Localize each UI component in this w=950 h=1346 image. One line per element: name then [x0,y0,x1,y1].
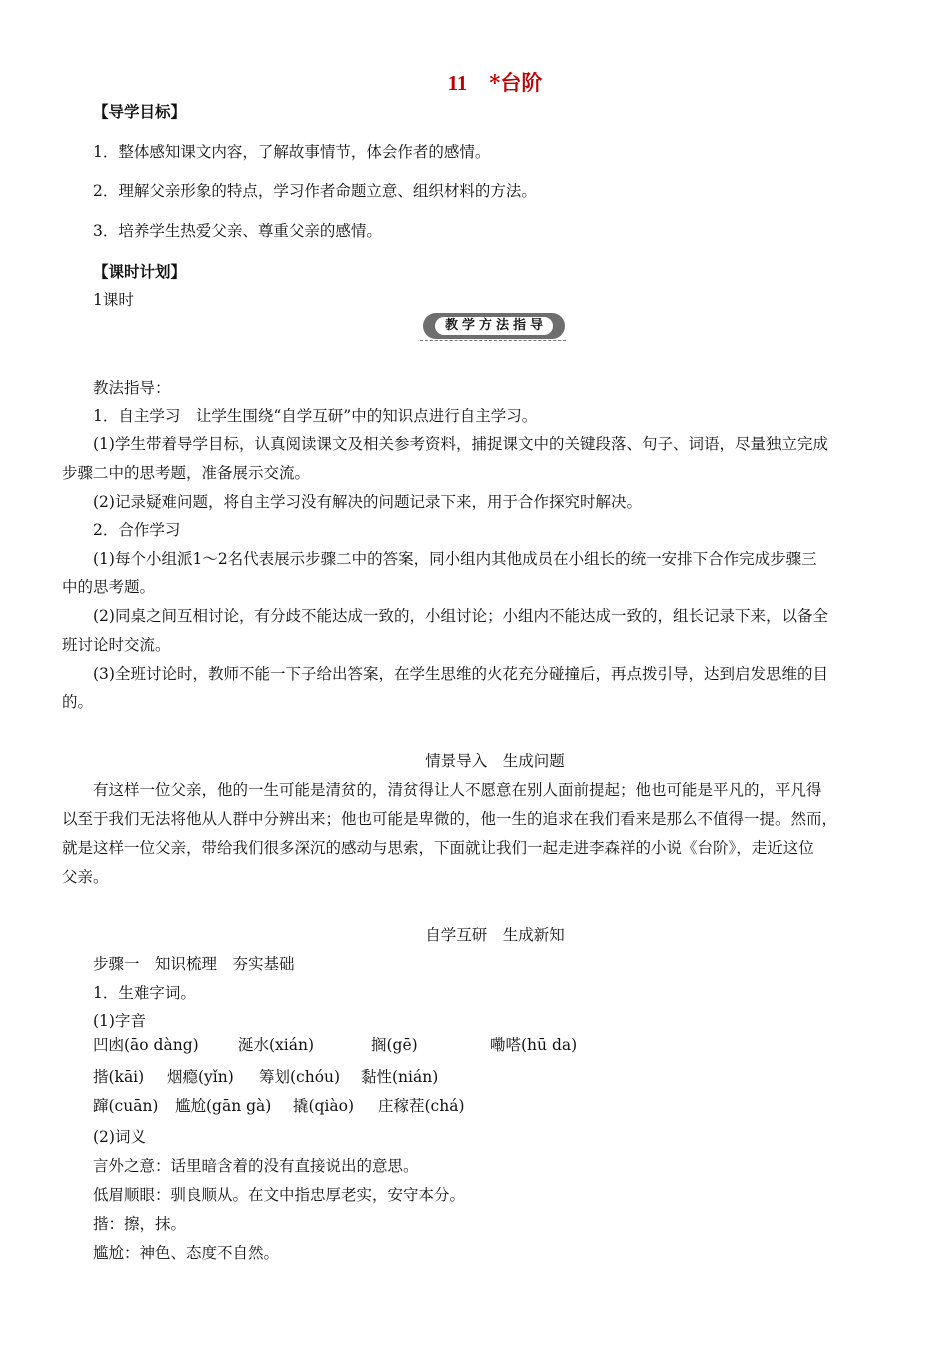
pronunciation-entry: 凹凼(āo dàng) [93,1036,199,1054]
step-one-heading: 步骤一 知识梳理 夯实基础 [93,955,295,973]
method-heading: 教法指导： [93,379,171,397]
pronunciation-entry: 黏性(nián) [361,1068,439,1086]
lesson-number: 11 [447,71,468,95]
method-line: (2)记录疑难问题，将自主学习没有解决的问题记录下来，用于合作探究时解决。 [93,493,642,511]
pronunciation-entry: 搁(gē) [371,1036,418,1054]
guide-goals-heading: 【导学目标】 [93,102,187,121]
method-line: 的。 [62,693,94,711]
pronunciation-entry: 涎水(xián) [238,1036,315,1054]
pronunciation-entry: 尴尬(gān gà) [175,1097,272,1115]
pronunciation-entry: 筹划(chóu) [259,1068,341,1086]
badge-divider [420,340,566,341]
guide-goal-item: 2．理解父亲形象的特点，学习作者命题立意、组织材料的方法。 [93,182,537,200]
meaning-entry: 言外之意：话里暗含着的没有直接说出的意思。 [93,1157,419,1175]
intro-line: 以至于我们无法将他从人群中分辨出来；他也可能是卑微的，他一生的追求在我们看来是那么不值得一提。然而， [62,810,838,828]
meaning-entry: 揩：擦，抹。 [93,1215,187,1233]
method-line: (2)同桌之间互相讨论，有分歧不能达成一致的，小组讨论；小组内不能达成一致的，组长记录下来，以备全 [93,607,828,625]
lesson-plan-heading: 【课时计划】 [93,262,187,281]
intro-line: 父亲。 [62,868,109,886]
pronunciation-entry: 蹿(cuān) [93,1097,159,1115]
pronunciation-entry: 庄稼茬(chá) [378,1097,465,1115]
intro-line: 有这样一位父亲，他的一生可能是清贫的，清贫得让人不愿意在别人面前提起；他也可能是平凡的，平凡得 [93,781,822,799]
method-line: 2．合作学习 [93,521,181,539]
vocab-item: 1．生难字词。 [93,984,196,1002]
pronunciation-entry: 烟瘾(yǐn) [167,1068,234,1086]
intro-line: 就是这样一位父亲，带给我们很多深沉的感动与思索，下面就让我们一起走进李森祥的小说《台阶》，走近这位 [62,839,814,857]
lesson-plan-value: 1课时 [93,291,134,309]
meaning-entry: 尴尬：神色、态度不自然。 [93,1244,280,1262]
pronunciation-entry: 撬(qiào) [293,1097,355,1115]
method-line: (1)学生带着导学目标，认真阅读课文及相关参考资料，捕捉课文中的关键段落、句子、词语，尽量独立完成 [93,435,828,453]
method-line: 中的思考题。 [62,578,156,596]
meaning-entry: 低眉顺眼：驯良顺从。在文中指忠厚老实，安守本分。 [93,1186,466,1204]
teaching-method-badge-label: 教学方法指导 [435,317,553,335]
guide-goal-item: 3．培养学生热爱父亲、尊重父亲的感情。 [93,222,382,240]
pronunciation-heading: (1)字音 [93,1012,146,1030]
intro-heading: 情景导入 生成问题 [425,752,565,770]
method-line: 班讨论时交流。 [62,636,171,654]
method-line: (3)全班讨论时，教师不能一下子给出答案，在学生思维的火花充分碰撞后，再点拨引导，达到启发思维的目 [93,665,828,683]
method-line: (1)每个小组派1～2名代表展示步骤二中的答案，同小组内其他成员在小组长的统一安排下合作完成步骤三 [93,550,817,568]
guide-goal-item: 1．整体感知课文内容，了解故事情节，体会作者的感情。 [93,143,491,161]
pronunciation-entry: 嘞嗒(hū da) [490,1036,578,1054]
lesson-title [0,70,950,96]
self-study-heading: 自学互研 生成新知 [425,926,565,944]
method-line: 步骤二中的思考题，准备展示交流。 [62,464,311,482]
method-line: 1．自主学习 让学生围绕“自学互研”中的知识点进行自主学习。 [93,407,538,425]
pronunciation-entry: 揩(kāi) [93,1068,145,1086]
meaning-heading: (2)词义 [93,1128,146,1146]
lesson-title-text: *台阶 [489,70,543,95]
teaching-method-badge [423,313,565,339]
